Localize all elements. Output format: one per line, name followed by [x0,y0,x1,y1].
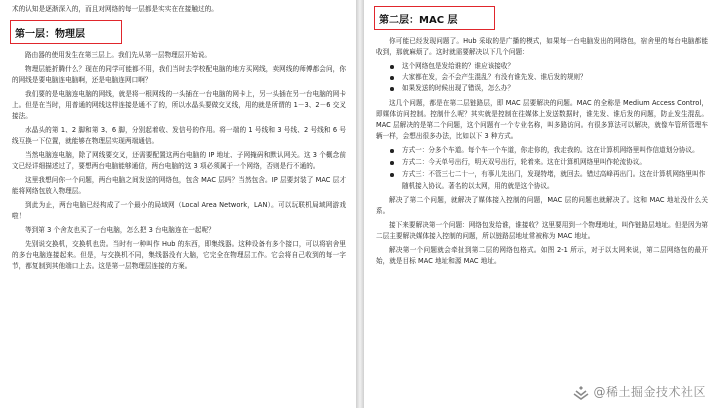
right-paragraph: 解决第一个问题就会牵扯到第二层的网络包格式。如图 2-1 所示，对于以太网来说，第二层网络包的最开始，就是目标 MAC 地址和源 MAC 地址。 [376,245,708,266]
left-paragraph: 路由器的使用发生在第三层上。我们先从第一层物理层开始说。 [25,50,212,59]
bullet-dot-icon [390,87,394,91]
question-item: 如果发送的时候出现了错误，怎么办？ [376,83,708,94]
left-paragraph: 我们要的是电脑连电脑的网线，就是将一根网线的一头插在一台电脑的网卡上，另一头插在另一台电脑的网卡上。但是在当时，用普通的网线这样连接是通不了的，所以水晶头要做交叉线，用的就是所谓的 1－3、2－6 交叉接法。 [12,89,346,120]
physical-layer-heading-box [10,20,122,44]
left-paragraph: 先别说交换机，交换机也贵。当时有一种叫作 Hub 的东西，即集线器。这种设备有多个接口，可以将宿舍里的多台电脑连接起来。但是，与交换机不同，集线器没有大脑，它完全在物理层工作。它会将自己收到的每一字节，都复制到其他端口上去。这是第一层物理层连接的方案。 [12,239,346,270]
bullet-dot-icon [390,76,394,80]
question-item: 这个网络包是发给谁的？谁应该接收？ [376,61,708,72]
mac-layer-heading-box [374,6,495,30]
bullet-dot-icon [390,149,394,153]
bullet-dot-icon [390,161,394,165]
right-intro: 你可能已经发现问题了。Hub 采取的是广播的模式，如果每一台电脑发出的网络包，宿舍里的每台电脑都能收到，那就麻烦了。这时就需要解决以下几个问题： [376,37,708,57]
left-paragraph: 这里我想问你一个问题，两台电脑之间发送的网络包，包含 MAC 层吗？当然包含。IP 层要封装了 MAC 层才能将网络包放入物理层。 [12,175,346,195]
method-item: 方式一：分多个车道。每个车一个车道，你走你的，我走我的。这在计算机网络里叫作信道划分协议。 [376,145,708,156]
left-paragraph: 当然电脑连电脑，除了网线要交叉，还需要配置这两台电脑的 IP 地址、子网掩码和默认网关。这 3 个概念前文已经详细描述过了，要想两台电脑能够通信，两台电脑的这 3 项必须属于一个网络，否则是行不通的。 [12,150,346,170]
right-paragraph: 解决了第二个问题，就解决了媒体接入控制的问题，MAC 层的问题也就解决了。这和 MAC 地址没什么关系。 [376,195,708,216]
left-paragraph: 等到第 3 个舍友也买了一台电脑，怎么把 3 台电脑连在一起呢？ [25,225,215,234]
method-item: 方式二：今天单号出行，明天双号出行，轮着来。这在计算机网络里叫作轮流协议。 [376,157,708,168]
question-item: 大家都在发，会不会产生混乱？有没有谁先发、谁后发的规则？ [376,72,708,83]
left-page [0,0,356,408]
right-page [364,0,720,408]
left-paragraph: 水晶头的第 1、2 脚和第 3、6 脚，分别起着收、发信号的作用。将一端的 1 号线和 3 号线、2 号线和 6 号线互换一下位置，就能够在物理层实现两端通信。 [12,125,346,145]
right-paragraph: 这几个问题，都是在第二层链路层，即 MAC 层要解决的问题。MAC 的全称是 Medium Access Control，即媒体访问控制。控制什么呢？其实就是控制在往媒体上发送数据时，谁先发、谁后发的问题，防止发生混乱。MAC 层解决的是第二个问题，这个问题有一个专业名称，叫多路访问。有很多算法可以解决，就像车管所管理车辆一样，会想出很多办法，比如以下 3 种方式。 [376,98,708,141]
page-gutter [356,0,364,408]
mac-layer-heading: 第二层：MAC 层 [379,15,458,26]
bullet-dot-icon [390,65,394,69]
right-paragraph: 接下来要解决第一个问题：网络包发给谁，谁接收？这里要用到一个物理地址，叫作链路层地址。但是因为第二层主要解决媒体接入控制的问题，所以链路层地址常被称为 MAC 地址。 [376,220,708,241]
watermark-text: @稀土掘金技术社区 [593,385,706,399]
method-item: 方式三：不管三七二十一，有事儿先出门，发现特堵，就回去。错过高峰再出门。这在计算机网络里叫作随机接入协议。著名的以太网，用的就是这个协议。 [376,169,708,191]
watermark [573,383,706,400]
physical-layer-heading: 第一层：物理层 [15,28,85,40]
bullet-dot-icon [390,173,394,177]
question-list [376,61,708,95]
juejin-logo-icon [573,384,589,400]
left-top-line: 术的认知是逐渐深入的，而且对网络的每一层都是实实在在接触过的。 [12,5,218,13]
left-paragraph: 到此为止，两台电脑已经构成了一个最小的局域网（Local Area Network，LAN）。可以玩联机局域网游戏啦！ [12,200,346,220]
left-paragraph: 物理层能折腾什么？现在的同学可能都不用，我们当时去学校配电脑的地方买网线，卖网线的师傅都会问，你的网线是要电脑连电脑啊，还是电脑连网口啊？ [12,64,346,84]
